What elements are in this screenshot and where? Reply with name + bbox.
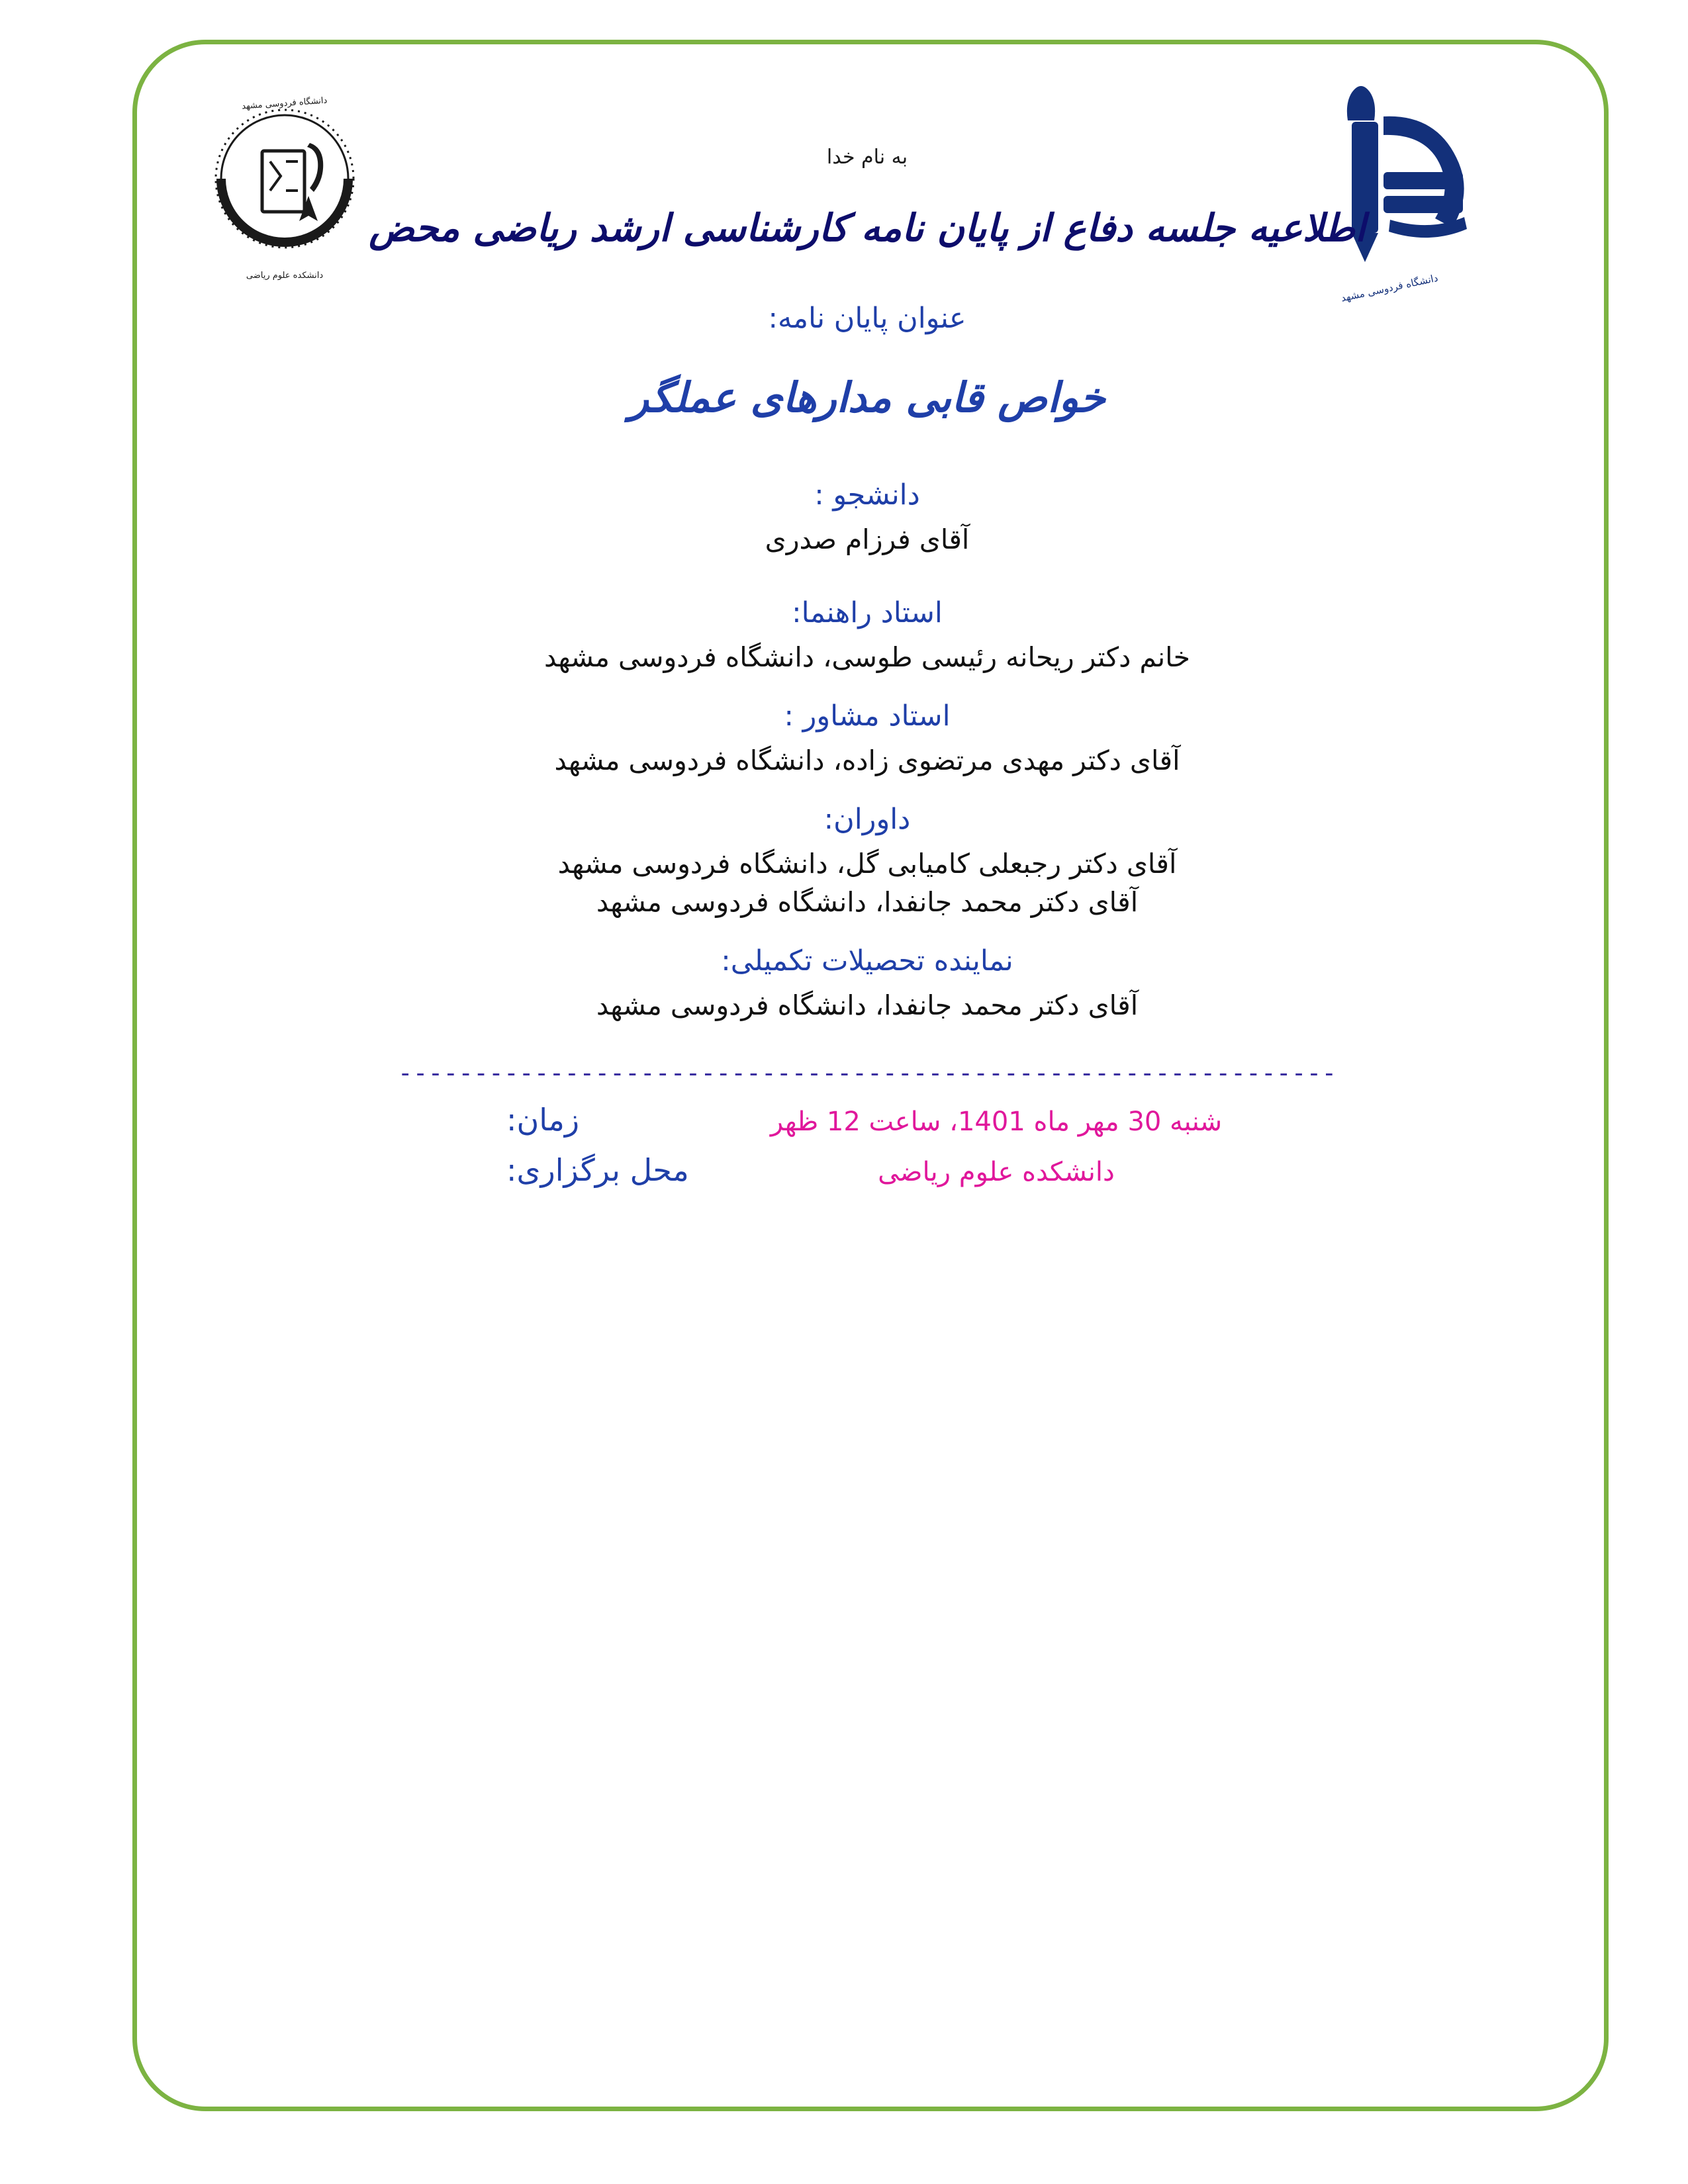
advisor-label: استاد مشاور : xyxy=(784,700,951,733)
representative-name: آقای دکتر محمد جانفدا، دانشگاه فردوسی مشهد xyxy=(596,989,1139,1021)
thesis-title-label: عنوان پایان نامه: xyxy=(768,302,966,335)
event-venue-row xyxy=(218,1152,1516,1188)
referee-name-1: آقای دکتر رجبعلی کامیابی گل، دانشگاه فردوسی مشهد xyxy=(557,848,1177,880)
referees-label: داوران: xyxy=(823,803,911,836)
event-time-row xyxy=(218,1102,1516,1138)
logo-right-text: دانشگاه فردوسی مشهد xyxy=(1340,271,1439,304)
page-title: اطلاعیه جلسه دفاع از پایان نامه کارشناسی ارشد ریاضی محض xyxy=(369,206,1366,250)
supervisor-label: استاد راهنما: xyxy=(792,596,943,629)
event-venue-value: دانشکده علوم ریاضی xyxy=(878,1157,1115,1187)
logo-left-top-text: دانشگاه فردوسی مشهد xyxy=(241,95,328,112)
representative-label: نماینده تحصیلات تکمیلی: xyxy=(721,944,1013,978)
thesis-title: خواص قابی مدارهای عملگر xyxy=(629,373,1105,422)
announcement-body xyxy=(218,146,1516,1203)
section-divider: -------------------------------------------------------------- xyxy=(397,1058,1337,1087)
referee-name-2: آقای دکتر محمد جانفدا، دانشگاه فردوسی مشهد xyxy=(596,886,1139,918)
advisor-name: آقای دکتر مهدی مرتضوی زاده، دانشگاه فردوسی مشهد xyxy=(554,745,1180,776)
student-label: دانشجو : xyxy=(814,478,920,512)
bismillah-text: به نام خدا xyxy=(826,146,908,169)
event-details xyxy=(218,1102,1516,1188)
event-time-label: زمان: xyxy=(506,1102,580,1138)
event-venue-label: محل برگزاری: xyxy=(506,1152,689,1188)
student-name: آقای فرزام صدری xyxy=(765,523,970,555)
supervisor-name: خانم دکتر ریحانه رئیسی طوسی، دانشگاه فردوسی مشهد xyxy=(543,641,1190,673)
event-time-value: شنبه 30 مهر ماه 1401، ساعت 12 ظهر xyxy=(770,1107,1223,1137)
logo-left-bottom-text: دانشکده علوم ریاضی xyxy=(246,271,324,281)
